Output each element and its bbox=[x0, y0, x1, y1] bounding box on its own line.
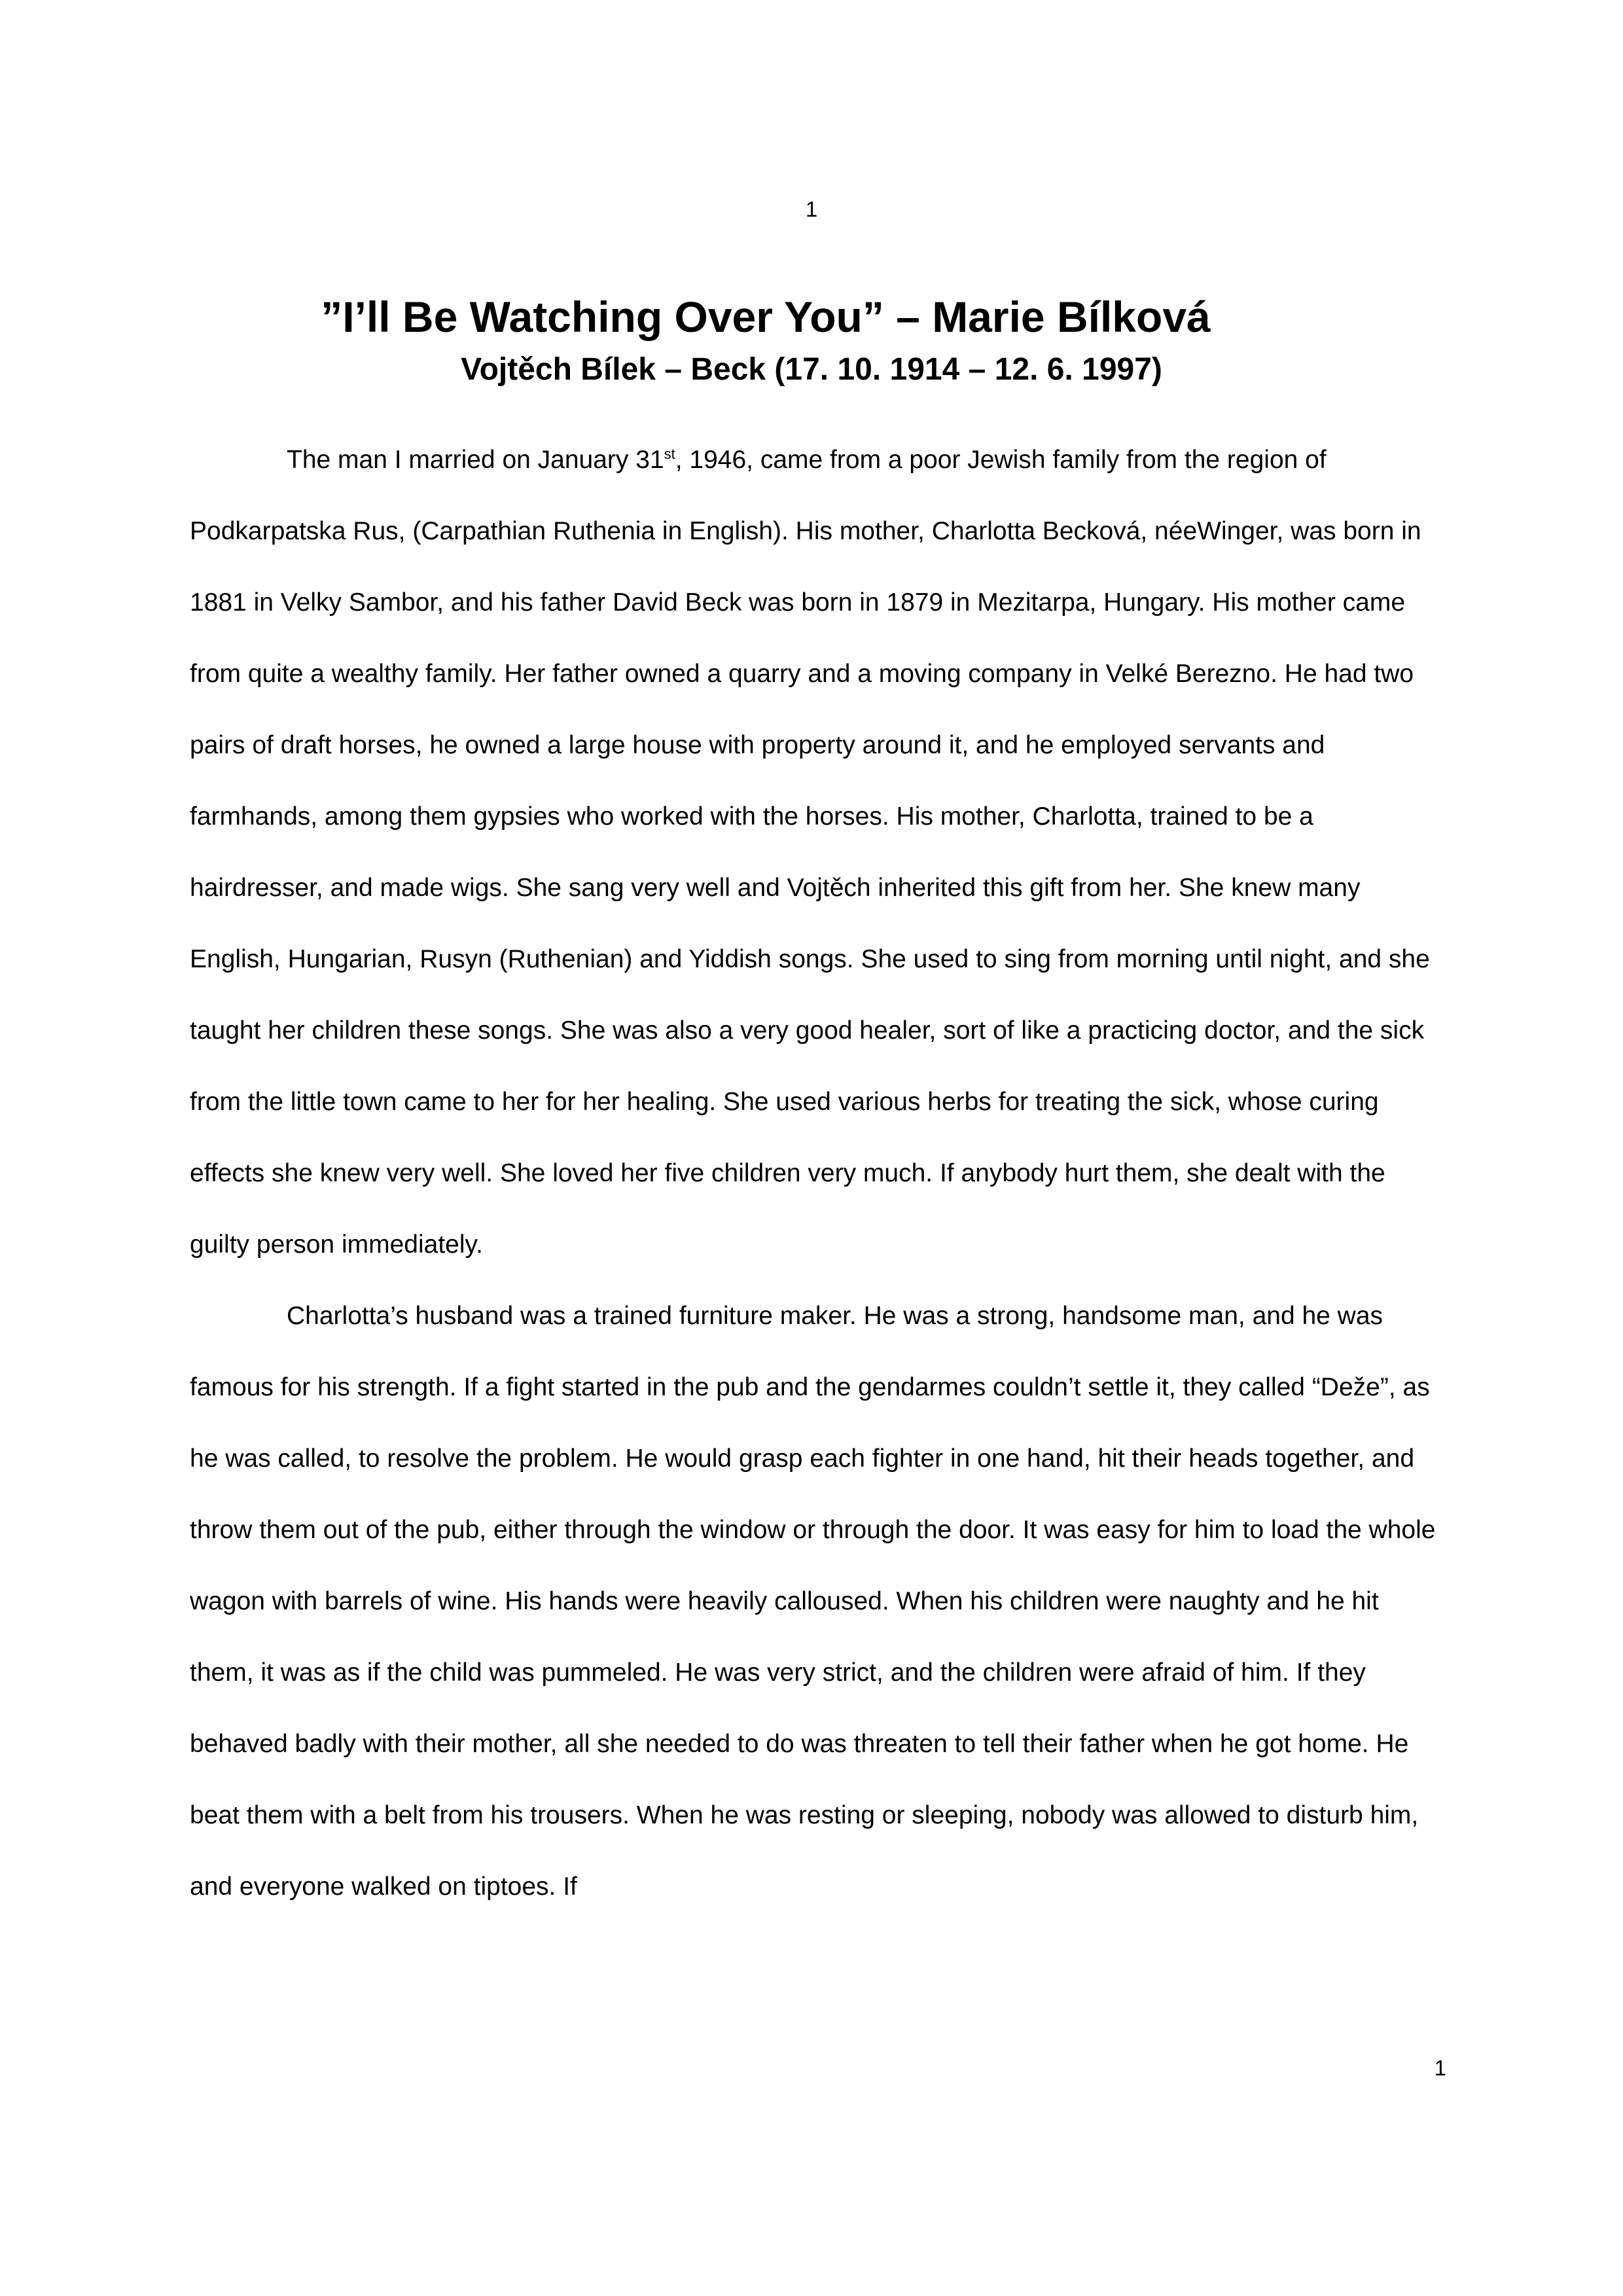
paragraph-1-lead: The man I married on January 31 bbox=[287, 446, 664, 474]
page-number-footer: 1 bbox=[1434, 2056, 1446, 2080]
document-title: ”I’ll Be Watching Over You” – Marie Bílková bbox=[321, 293, 1211, 341]
paragraph-2: Charlotta’s husband was a trained furniture maker. He was a strong, handsome man, and he was famous for his strength. If a fight started in the pub and the gendarmes couldn’t settle it, they called “Deže”, as he was called, to resolve the problem. He would grasp each fighter in one hand, hit their heads together, and throw them out of the pub, either through the window or through the door. It was easy for him to load the whole wagon with barrels of wine. His hands were heavily calloused. When his children were naughty and he hit them, it was as if the child was pummeled. He was very strict, and the children were afraid of him. If they behaved badly with their mother, all she needed to do was threaten to tell their father when he got home. He beat them with a belt from his trousers. When he was resting or sleeping, nobody was allowed to disturb him, and everyone walked on tiptoes. If bbox=[190, 1302, 1436, 1901]
ordinal-suffix: st bbox=[664, 446, 675, 462]
paragraph-1-rest: , 1946, came from a poor Jewish family from the region of Podkarpatska Rus, (Carpathian Ruthenia in English). His mother, Charlotta Becková, néeWinger, was born in 1881 in Velky Sambor, and his father David Beck was born in 1879 in Mezitarpa, Hungary. His mother came from quite a wealthy family. Her father owned a quarry and a moving company in Velké Berezno. He had two pairs of draft horses, he owned a large house with property around it, and he employed servants and farmhands, among them gypsies who worked with the horses. His mother, Charlotta, trained to be a hairdresser, and made wigs. She sang very well and Vojtěch inherited this gift from her. She knew many English, Hungarian, Rusyn (Ruthenian) and Yiddish songs. She used to sing from morning until night, and she taught her children these songs. She was also a very good healer, sort of like a practicing doctor, and the sick from the little town came to her for her healing. She used various herbs for treating the sick, whose curing effects she knew very well. She loved her five children very much. If anybody hurt them, she dealt with the guilty person immediately. bbox=[190, 446, 1430, 1259]
document-body bbox=[190, 424, 1446, 1922]
page-number-header: 1 bbox=[805, 197, 818, 221]
paragraph-1 bbox=[190, 424, 1446, 1280]
document-subtitle: Vojtěch Bílek – Beck (17. 10. 1914 – 12. 6. 1997) bbox=[461, 352, 1162, 387]
